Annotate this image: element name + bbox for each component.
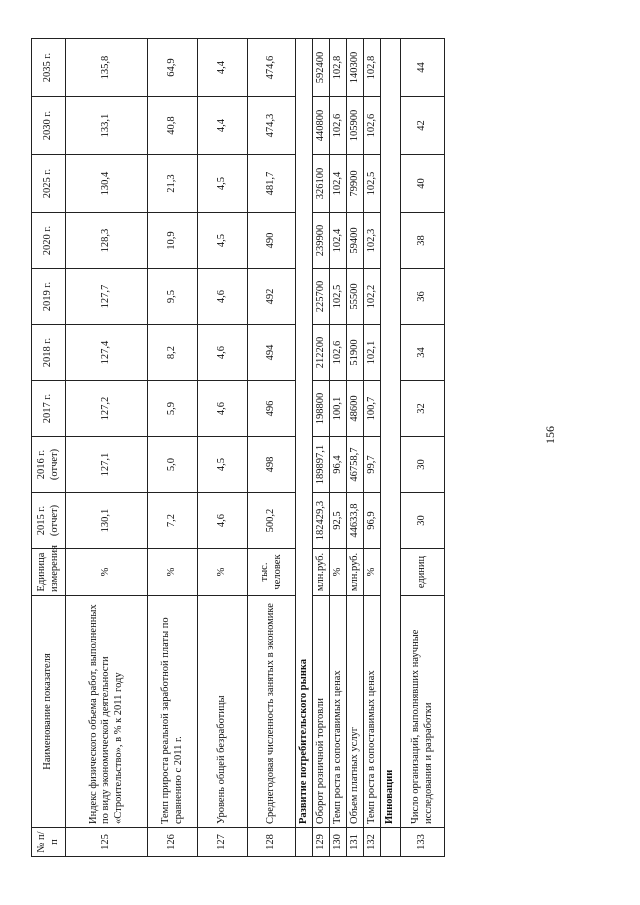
- cell-value: 96,9: [364, 493, 381, 549]
- row-unit: %: [198, 549, 248, 596]
- header-year: 2030 г.: [32, 97, 66, 155]
- cell-value: 440800: [313, 97, 330, 155]
- header-year: 2016 г. (отчет): [32, 437, 66, 493]
- cell-value: 46758,7: [347, 437, 364, 493]
- cell-value: 500,2: [248, 493, 296, 549]
- cell-value: 34: [401, 325, 445, 381]
- cell-value: 102,4: [330, 213, 347, 269]
- header-year: 2017 г.: [32, 381, 66, 437]
- row-name: Индекс физического объема работ, выполненных по виду экономической деятельности «Строительство», в % к 2011 году: [66, 596, 148, 828]
- cell-value: 496: [248, 381, 296, 437]
- table-row: [347, 39, 364, 857]
- cell-value: 239900: [313, 213, 330, 269]
- header-year: 2019 г.: [32, 269, 66, 325]
- indicators-table: [31, 38, 445, 857]
- cell-value: 102,2: [364, 269, 381, 325]
- cell-value: 5,9: [148, 381, 198, 437]
- cell-value: 5,0: [148, 437, 198, 493]
- row-unit: тыс. человек: [248, 549, 296, 596]
- cell-value: 102,8: [330, 39, 347, 97]
- header-year: 2025 г.: [32, 155, 66, 213]
- cell-value: 38: [401, 213, 445, 269]
- row-name: Уровень общей безработицы: [198, 596, 248, 828]
- row-name: Темп роста в сопоставимых ценах: [364, 596, 381, 828]
- section-spacer: [381, 828, 401, 857]
- cell-value: 102,6: [330, 325, 347, 381]
- cell-value: 36: [401, 269, 445, 325]
- cell-value: 4,6: [198, 325, 248, 381]
- cell-value: 44633,8: [347, 493, 364, 549]
- row-num: 130: [330, 828, 347, 857]
- cell-value: 198800: [313, 381, 330, 437]
- cell-value: 59400: [347, 213, 364, 269]
- table-row: [364, 39, 381, 857]
- table-row: [66, 39, 148, 857]
- cell-value: 140300: [347, 39, 364, 97]
- cell-value: 4,6: [198, 493, 248, 549]
- cell-value: 474,6: [248, 39, 296, 97]
- table-row: [401, 39, 445, 857]
- row-name: Оборот розничной торговли: [313, 596, 330, 828]
- cell-value: 592400: [313, 39, 330, 97]
- cell-value: 127,4: [66, 325, 148, 381]
- cell-value: 4,6: [198, 269, 248, 325]
- cell-value: 32: [401, 381, 445, 437]
- cell-value: 102,4: [330, 155, 347, 213]
- cell-value: 102,6: [330, 97, 347, 155]
- row-unit: млн.руб.: [347, 549, 364, 596]
- row-unit: %: [364, 549, 381, 596]
- row-num: 131: [347, 828, 364, 857]
- cell-value: 30: [401, 493, 445, 549]
- row-num: 133: [401, 828, 445, 857]
- cell-value: 40,8: [148, 97, 198, 155]
- table-row: [313, 39, 330, 857]
- row-num: 132: [364, 828, 381, 857]
- cell-value: 100,1: [330, 381, 347, 437]
- row-unit: %: [66, 549, 148, 596]
- rotated-table-wrapper: [31, 39, 434, 857]
- row-num: 126: [148, 828, 198, 857]
- cell-value: 48600: [347, 381, 364, 437]
- row-name: Число организаций, выполнявших научные исследования и разработки: [401, 596, 445, 828]
- cell-value: 212200: [313, 325, 330, 381]
- cell-value: 4,4: [198, 97, 248, 155]
- cell-value: 7,2: [148, 493, 198, 549]
- row-name: Объем платных услуг: [347, 596, 364, 828]
- cell-value: 21,3: [148, 155, 198, 213]
- header-year: 2020 г.: [32, 213, 66, 269]
- cell-value: 99,7: [364, 437, 381, 493]
- table-row: [248, 39, 296, 857]
- cell-value: 102,5: [364, 155, 381, 213]
- cell-value: 492: [248, 269, 296, 325]
- row-unit: %: [330, 549, 347, 596]
- cell-value: 64,9: [148, 39, 198, 97]
- cell-value: 30: [401, 437, 445, 493]
- cell-value: 92,5: [330, 493, 347, 549]
- cell-value: 55500: [347, 269, 364, 325]
- row-num: 129: [313, 828, 330, 857]
- cell-value: 9,5: [148, 269, 198, 325]
- cell-value: 133,1: [66, 97, 148, 155]
- section-row: [381, 39, 401, 857]
- cell-value: 182429,3: [313, 493, 330, 549]
- cell-value: 127,1: [66, 437, 148, 493]
- row-num: 127: [198, 828, 248, 857]
- header-unit: Единица измерения: [32, 549, 66, 596]
- row-unit: %: [148, 549, 198, 596]
- cell-value: 481,7: [248, 155, 296, 213]
- cell-value: 10,9: [148, 213, 198, 269]
- cell-value: 102,3: [364, 213, 381, 269]
- row-name: Темп роста в сопоставимых ценах: [330, 596, 347, 828]
- cell-value: 189897,1: [313, 437, 330, 493]
- cell-value: 40: [401, 155, 445, 213]
- cell-value: 130,4: [66, 155, 148, 213]
- cell-value: 225700: [313, 269, 330, 325]
- cell-value: 96,4: [330, 437, 347, 493]
- header-year: 2035 г.: [32, 39, 66, 97]
- cell-value: 42: [401, 97, 445, 155]
- page-number: 156: [543, 426, 557, 444]
- row-name: Среднегодовая численность занятых в экономике: [248, 596, 296, 828]
- cell-value: 130,1: [66, 493, 148, 549]
- cell-value: 79900: [347, 155, 364, 213]
- cell-value: 4,5: [198, 213, 248, 269]
- header-num: № п/п: [32, 828, 66, 857]
- cell-value: 494: [248, 325, 296, 381]
- section-spacer: [296, 828, 313, 857]
- cell-value: 4,5: [198, 155, 248, 213]
- row-unit: единиц: [401, 549, 445, 596]
- row-num: 125: [66, 828, 148, 857]
- section-title: Инновации: [381, 39, 401, 828]
- table-row: [198, 39, 248, 857]
- section-title: Развитие потребительского рынка: [296, 39, 313, 828]
- row-name: Темп прироста реальной заработной платы по сравнению с 2011 г.: [148, 596, 198, 828]
- cell-value: 4,6: [198, 381, 248, 437]
- cell-value: 127,7: [66, 269, 148, 325]
- cell-value: 8,2: [148, 325, 198, 381]
- cell-value: 102,5: [330, 269, 347, 325]
- table-header: [32, 39, 66, 857]
- cell-value: 490: [248, 213, 296, 269]
- row-num: 128: [248, 828, 296, 857]
- header-year: 2015 г. (отчет): [32, 493, 66, 549]
- table-row: [148, 39, 198, 857]
- cell-value: 128,3: [66, 213, 148, 269]
- cell-value: 102,8: [364, 39, 381, 97]
- cell-value: 474,3: [248, 97, 296, 155]
- cell-value: 51900: [347, 325, 364, 381]
- cell-value: 44: [401, 39, 445, 97]
- row-unit: млн.руб.: [313, 549, 330, 596]
- cell-value: 135,8: [66, 39, 148, 97]
- cell-value: 498: [248, 437, 296, 493]
- cell-value: 4,4: [198, 39, 248, 97]
- cell-value: 100,7: [364, 381, 381, 437]
- table-row: [330, 39, 347, 857]
- cell-value: 102,6: [364, 97, 381, 155]
- section-row: [296, 39, 313, 857]
- cell-value: 102,1: [364, 325, 381, 381]
- cell-value: 326100: [313, 155, 330, 213]
- header-year: 2018 г.: [32, 325, 66, 381]
- cell-value: 127,2: [66, 381, 148, 437]
- cell-value: 105900: [347, 97, 364, 155]
- header-name: Наименование показателя: [32, 596, 66, 828]
- cell-value: 4,5: [198, 437, 248, 493]
